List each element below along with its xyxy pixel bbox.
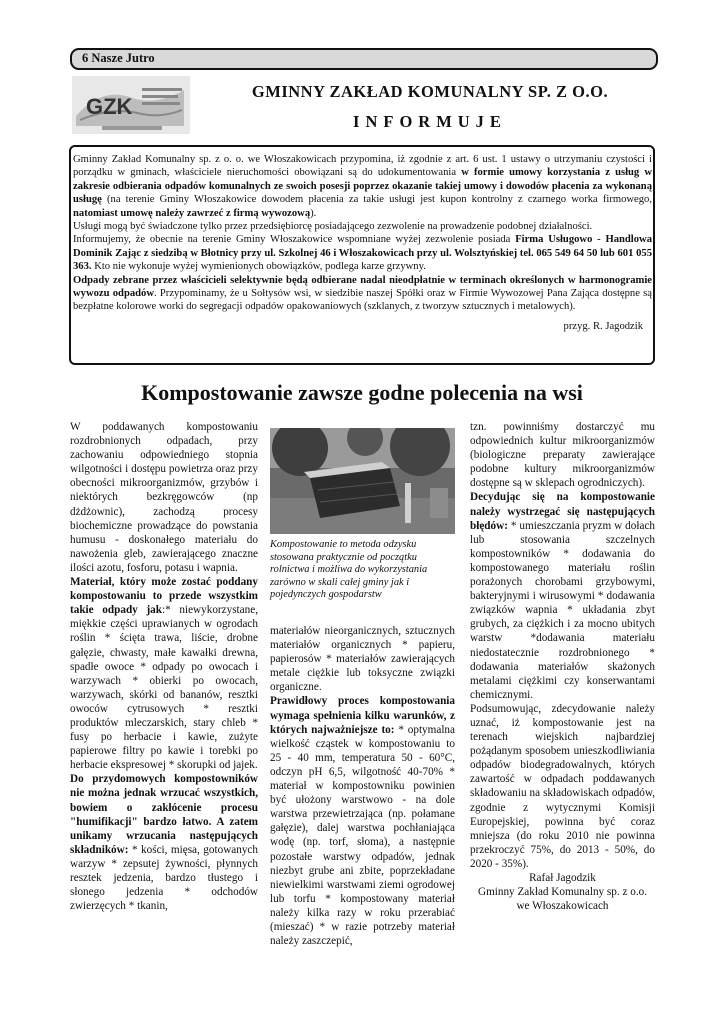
page-header-bar bbox=[70, 48, 658, 70]
article-headline: Kompostowanie zawsze godne polecenia na wsi bbox=[141, 380, 583, 405]
article-author-org: Gminny Zakład Komunalny sp. z o.o. bbox=[477, 886, 648, 899]
compost-photo bbox=[270, 428, 455, 534]
notice-paragraph-3: Informujemy, że obecnie na terenie Gminy Włoszakowice wspomniane wyżej zezwolenie posiada Firma Usługowo - Handlowa Dominik Zając z siedzibą w Błotnicy przy ul. Szkolnej 46 i Włoszakowicach przy ul. Wolsztyńskiej tel. 065 549 64 50 lub 601 055 363. Kto nie wykonuje wyżej wymienionych obowiązków, podlega karze grzywny. bbox=[73, 234, 652, 273]
article-author-place: we Włoszakowicach bbox=[516, 900, 609, 913]
logo-text: GZK bbox=[86, 94, 133, 119]
notice-paragraph-1: Gminny Zakład Komunalny sp. z o. o. we Włoszakowicach przypomina, iż zgodnie z art. 6 ust. 1 ustawy o utrzymaniu czystości i porządku w gminach, właściciele nieruchomości obowiązani są do udokumentowania w formie umowy korzystania z usług w zakresie odbierania odpadów komunalnych ze swoich posesji poprzez okazanie takiej umowy i dowodów płacenia za wykonaną usługę (na terenie Gminy Włoszakowice dowodem płacenia za takie usługi jest kupon kontrolny z czarnego worka firmowego, natomiast umowę należy zawrzeć z firmą wywozową). bbox=[73, 154, 652, 219]
notice-paragraph-4: Odpady zebrane przez właścicieli selektywnie będą odbierane nadal nieodpłatnie w terminach określonych w harmonogramie wywozu odpadów. Przypominamy, że u Sołtysów wsi, w siedzibie naszej Spółki oraz w Firmie Wywozowej Pana Zająca dostępne są bezpłatne kolorowe worki do segregacji odpadów opakowaniowych (szklanych, z tworzyw sztucznych i metalowych). bbox=[73, 274, 652, 313]
col2-paragraph-1: materiałów nieorganicznych, sztucznych materiałów organicznych * papieru, papierosów * materiałów zawierających metale ciężkie lub toksyczne związki organiczne. bbox=[270, 625, 455, 694]
notice-box bbox=[69, 145, 655, 365]
gzk-logo bbox=[72, 76, 190, 134]
notice-paragraph-2: Usługi mogą być świadczone tylko przez przedsiębiorcę posiadającego zezwolenie na prowadzenie podobnej działalności. bbox=[73, 221, 593, 233]
article-author: Rafał Jagodzik bbox=[529, 872, 596, 884]
col3-paragraph-3: Podsumowując, zdecydowanie należy uznać, iż kompostowanie jest na terenach wiejskich najbardziej pożądanym sposobem unieszkodliwiania odpadów biodegradowalnych, których zawartość w odpadach poddawanych składowaniu na składowiskach odpadów, zgodnie z wytycznymi Komisji Europejskiej, powinna być coraz mniejsza (do roku 2010 nie powinna przekroczyć 75%, do 2013 - 50%, do 2020 - 35%). bbox=[470, 702, 655, 870]
col3-paragraph-2: Decydując się na kompostowanie należy wystrzegać się następujących błędów: * umieszczania pryzm w dołach lub stosowania szczelnych kompostowników * dodawania do kompostowanego materiału roślin porażonych chorobami grzybowymi, bakteryjnymi i wirusowymi * dodawania związków wapnia * układania zbyt grubych, za ciężkich i za mocno ubitych warstw *dodawania materiału niedostatecznie rozdrobnionego * dodawania materiałów skażonych metalami ciężkimi czy konserwantami chemicznymi. bbox=[470, 491, 655, 701]
col3-paragraph-1: tzn. powinniśmy dostarczyć mu odpowiednich kultur mikroorganizmów (biologiczne preparaty zawierające podobne kultury mikroorganizmów dostępne są w sklepach ogrodniczych). bbox=[470, 421, 655, 490]
article-column-1 bbox=[70, 420, 258, 913]
col1-paragraph-3: Do przydomowych kompostowników nie można jednak wrzucać wszystkich, bowiem o zakłócenie procesu "humifikacji" bardzo łatwo. A zatem unikamy wrzucania następujących składników: * kości, mięsa, gotowanych warzyw * zepsutej żywności, płynnych resztek jedzenia, bardzo tłustego i słonego jedzenia * odchodów zwierzęcych * tkanin, bbox=[70, 773, 258, 913]
org-subtitle: INFORMUJE bbox=[353, 112, 507, 131]
col2-paragraph-2: Prawidłowy proces kompostowania wymaga spełnienia kilku warunków, z których najważniejsze to: * optymalna wielkość cząstek w kompostowaniu to 25 - 40 mm, temperatura 50 - 60°C, odczyn pH 6,5, wilgotność 40-70% * materiał w kompostowniku powinien być ułożony warstwowo - na dole warstwa przewietrzająca (np. połamane gałęzie), dalej warstwa pochłaniająca wodę (np. torf, słoma), a następnie pozostałe warstwy odpadów, jednak niezbyt grube ani zbite, poprzekładane niewielkimi warstwami ziemi ogrodowej lub torfu * kompostowany materiał należy kilka razy w roku przerabiać (mieszać) * w razie potrzeby materiał należy zaszczepić, bbox=[270, 695, 455, 948]
page-label: 6 Nasze Jutro bbox=[82, 51, 155, 65]
article-column-2 bbox=[270, 624, 455, 948]
col1-paragraph-1: W poddawanych kompostowaniu rozdrobnionych odpadach, przy zachowaniu odpowiedniego stopnia wilgotności i dostępu powietrza oraz przy obecności mikroorganizmów, grzybów i niektórych bezkręgowców (np dżdżownic), zachodzą procesy biochemiczne prowadzące do powstania humusu - doskonałego materiału do nawożenia gleb, zawierającego znaczne ilości azotu, fosforu, potasu i wapnia. bbox=[70, 421, 258, 574]
photo-caption: Kompostowanie to metoda odzysku stosowana praktycznie od początku rolnictwa i możliwa do wykorzystania zarówno w skali całej gminy jak i pojedynczych gospodarstw bbox=[270, 539, 428, 601]
org-title: GMINNY ZAKŁAD KOMUNALNY SP. Z O.O. bbox=[251, 82, 609, 101]
col1-paragraph-2: Materiał, który może zostać poddany kompostowaniu to przede wszystkim takie odpady jak:* niewykorzystane, miękkie części uprawianych w ogrodach roślin * ścięta trawa, liście, drobne gałęzie, chwasty, małe kawałki drewna, spadłe owoce * odpady po owocach i warzywach * obierki po owocach, warzywach, skórki od bananów, resztki owoców cytrusowych * resztki produktów mleczarskich, stary chleb * fusy po herbacie i kawie, zużyte papierowe filtry po kawie i torebki po herbacie ekspresowej * skorupki od jajek. bbox=[70, 576, 258, 772]
article-column-3 bbox=[470, 420, 655, 913]
notice-signature: przyg. R. Jagodzik bbox=[563, 320, 643, 332]
